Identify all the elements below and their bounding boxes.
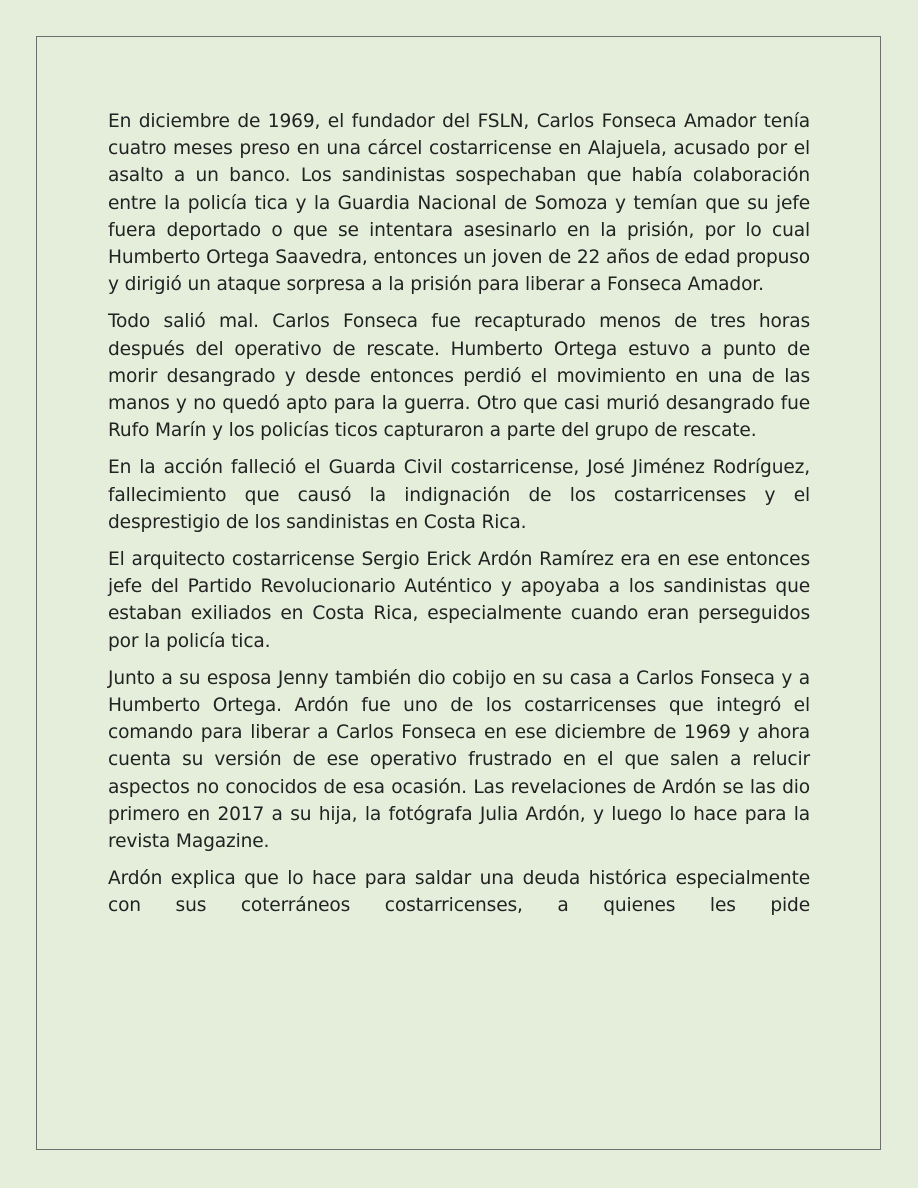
paragraph-2: Todo salió mal. Carlos Fonseca fue recapturado menos de tres horas después del operativo de rescate. Humberto Ortega estuvo a punto de morir desangrado y desde entonces perdió el movimiento en una de las manos y no quedó apto para la guerra. Otro que casi murió desangrado fue Rufo Marín y los policías ticos capturaron a parte del grupo de rescate. <box>108 311 810 442</box>
paragraph-3: En la acción falleció el Guarda Civil costarricense, José Jiménez Rodríguez, fallecimiento que causó la indignación de los costarricenses y el desprestigio de los sandinistas en Costa Rica. <box>108 457 810 533</box>
paragraph-4: El arquitecto costarricense Sergio Erick Ardón Ramírez era en ese entonces jefe del Partido Revolucionario Auténtico y apoyaba a los sandinistas que estaban exiliados en Costa Rica, especialmente cuando eran perseguidos por la policía tica. <box>108 549 810 652</box>
paragraph-1: En diciembre de 1969, el fundador del FSLN, Carlos Fonseca Amador tenía cuatro meses preso en una cárcel costarricense en Alajuela, acusado por el asalto a un banco. Los sandinistas sospechaban que había colaboración entre la policía tica y la Guardia Nacional de Somoza y temían que su jefe fuera deportado o que se intentara asesinarlo en la prisión, por lo cual Humberto Ortega Saavedra, entonces un joven de 22 años de edad propuso y dirigió un ataque sorpresa a la prisión para liberar a Fonseca Amador. <box>108 111 810 296</box>
paragraph-6: Ardón explica que lo hace para saldar una deuda histórica especialmente con sus coterráneos costarricenses, a quienes les pide <box>108 868 810 917</box>
document-body <box>108 108 810 930</box>
paragraph-5: Junto a su esposa Jenny también dio cobijo en su casa a Carlos Fonseca y a Humberto Ortega. Ardón fue uno de los costarricenses que integró el comando para liberar a Carlos Fonseca en ese diciembre de 1969 y ahora cuenta su versión de ese operativo frustrado en el que salen a relucir aspectos no conocidos de esa ocasión. Las revelaciones de Ardón se las dio primero en 2017 a su hija, la fotógrafa Julia Ardón, y luego lo hace para la revista Magazine. <box>108 667 810 853</box>
